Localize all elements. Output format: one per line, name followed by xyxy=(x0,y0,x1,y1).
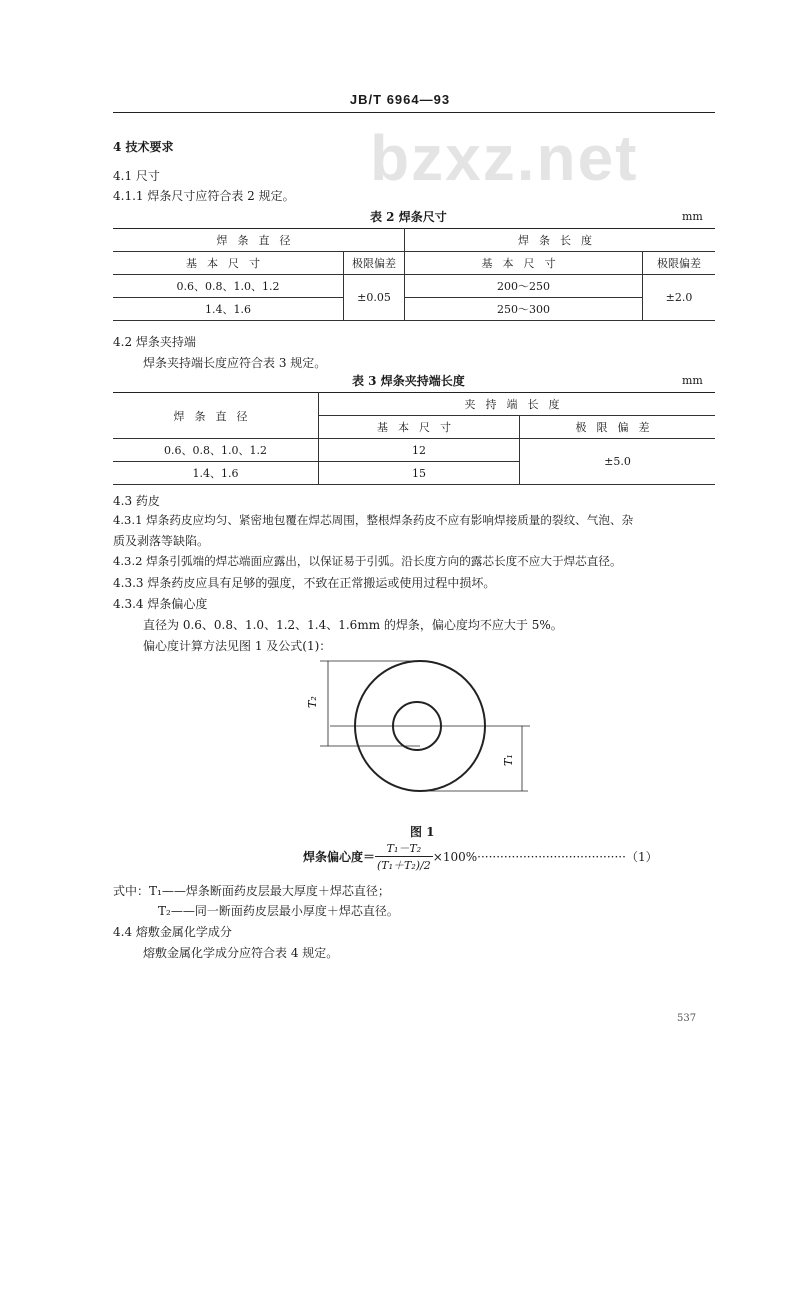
table2-caption: 表 2 焊条尺寸 xyxy=(370,210,447,224)
cell: 200～250 xyxy=(405,275,643,298)
th-tolerance: 极限偏差 xyxy=(344,252,405,275)
document-header: JB/T 6964—93 xyxy=(349,92,451,107)
figure-1-eccentricity-diagram xyxy=(300,656,560,816)
cell: 1.4、1.6 xyxy=(113,298,344,321)
th-clamp-length: 夹持端长度 xyxy=(319,393,716,416)
cell: 0.6、0.8、1.0、1.2 xyxy=(113,275,344,298)
section-4-3-1: 4.3.1 焊条药皮应均匀、紧密地包覆在焊芯周围，整根焊条药皮不应有影响焊接质量的裂纹、气泡、杂 xyxy=(113,513,634,527)
header-rule xyxy=(113,112,715,113)
section-4-2-text: 焊条夹持端长度应符合表 3 规定。 xyxy=(143,356,327,370)
formula-number: （1） xyxy=(625,850,658,864)
figure-1-caption: 图 1 xyxy=(410,825,435,839)
section-4-2-heading: 4.2 焊条夹持端 xyxy=(113,335,196,349)
th-tolerance: 极限偏差 xyxy=(520,416,716,439)
section-4-3-2: 4.3.2 焊条引弧端的焊芯端面应露出，以保证易于引弧。沿长度方向的露芯长度不应大于焊芯直径。 xyxy=(113,554,622,568)
section-4-3-4-text: 直径为 0.6、0.8、1.0、1.2、1.4、1.6mm 的焊条，偏心度均不应大于 5%。 xyxy=(143,618,563,632)
table-2 xyxy=(113,228,715,321)
numerator: T₁－T₂ xyxy=(375,840,433,857)
section-4-3-1-cont: 质及剥落等缺陷。 xyxy=(113,534,210,548)
cell: 12 xyxy=(319,439,520,462)
th-diameter: 焊条直径 xyxy=(113,393,319,439)
watermark: bzxz.net xyxy=(370,122,639,194)
t2-label: T₂ xyxy=(306,696,319,708)
formula-rhs: ×100% xyxy=(432,849,478,864)
table-3 xyxy=(113,392,715,485)
where-t1: 式中：T₁——焊条断面药皮层最大厚度＋焊芯直径； xyxy=(113,884,390,898)
t1-label: T₁ xyxy=(502,754,515,766)
th-tolerance: 极限偏差 xyxy=(643,252,716,275)
formula-fraction xyxy=(375,840,433,873)
page-number: 537 xyxy=(677,1013,697,1024)
th-length: 焊条长度 xyxy=(405,229,716,252)
section-4-heading: 4 技术要求 xyxy=(113,140,174,154)
cell: ±2.0 xyxy=(643,275,716,321)
cell: ±5.0 xyxy=(520,439,716,485)
cell: 0.6、0.8、1.0、1.2 xyxy=(113,439,319,462)
section-4-4-text: 熔敷金属化学成分应符合表 4 规定。 xyxy=(143,946,339,960)
section-4-3-heading: 4.3 药皮 xyxy=(113,494,160,508)
th-basic-size: 基本尺寸 xyxy=(113,252,344,275)
th-basic-size: 基本尺寸 xyxy=(319,416,520,439)
where-t2: T₂——同一断面药皮层最小厚度＋焊芯直径。 xyxy=(158,904,399,918)
section-4-4-heading: 4.4 熔敷金属化学成分 xyxy=(113,925,232,939)
formula-lhs: 焊条偏心度＝ xyxy=(303,850,376,864)
cell: 1.4、1.6 xyxy=(113,462,319,485)
table3-caption: 表 3 焊条夹持端长度 xyxy=(352,374,465,388)
th-basic-size: 基本尺寸 xyxy=(405,252,643,275)
cell: ±0.05 xyxy=(344,275,405,321)
denominator: (T₁＋T₂)/2 xyxy=(377,859,431,872)
cell: 250～300 xyxy=(405,298,643,321)
formula-1 xyxy=(303,840,658,873)
formula-leader: ······································· xyxy=(477,849,626,864)
section-4-3-4-method: 偏心度计算方法见图 1 及公式(1)： xyxy=(143,639,332,653)
section-4-1-1: 4.1.1 焊条尺寸应符合表 2 规定。 xyxy=(113,189,295,203)
th-diameter: 焊条直径 xyxy=(113,229,405,252)
table3-unit: mm xyxy=(682,374,703,387)
section-4-1-heading: 4.1 尺寸 xyxy=(113,169,160,183)
table2-unit: mm xyxy=(682,210,703,223)
section-4-3-3: 4.3.3 焊条药皮应具有足够的强度，不致在正常搬运或使用过程中损坏。 xyxy=(113,576,496,590)
section-4-3-4-heading: 4.3.4 焊条偏心度 xyxy=(113,597,208,611)
cell: 15 xyxy=(319,462,520,485)
